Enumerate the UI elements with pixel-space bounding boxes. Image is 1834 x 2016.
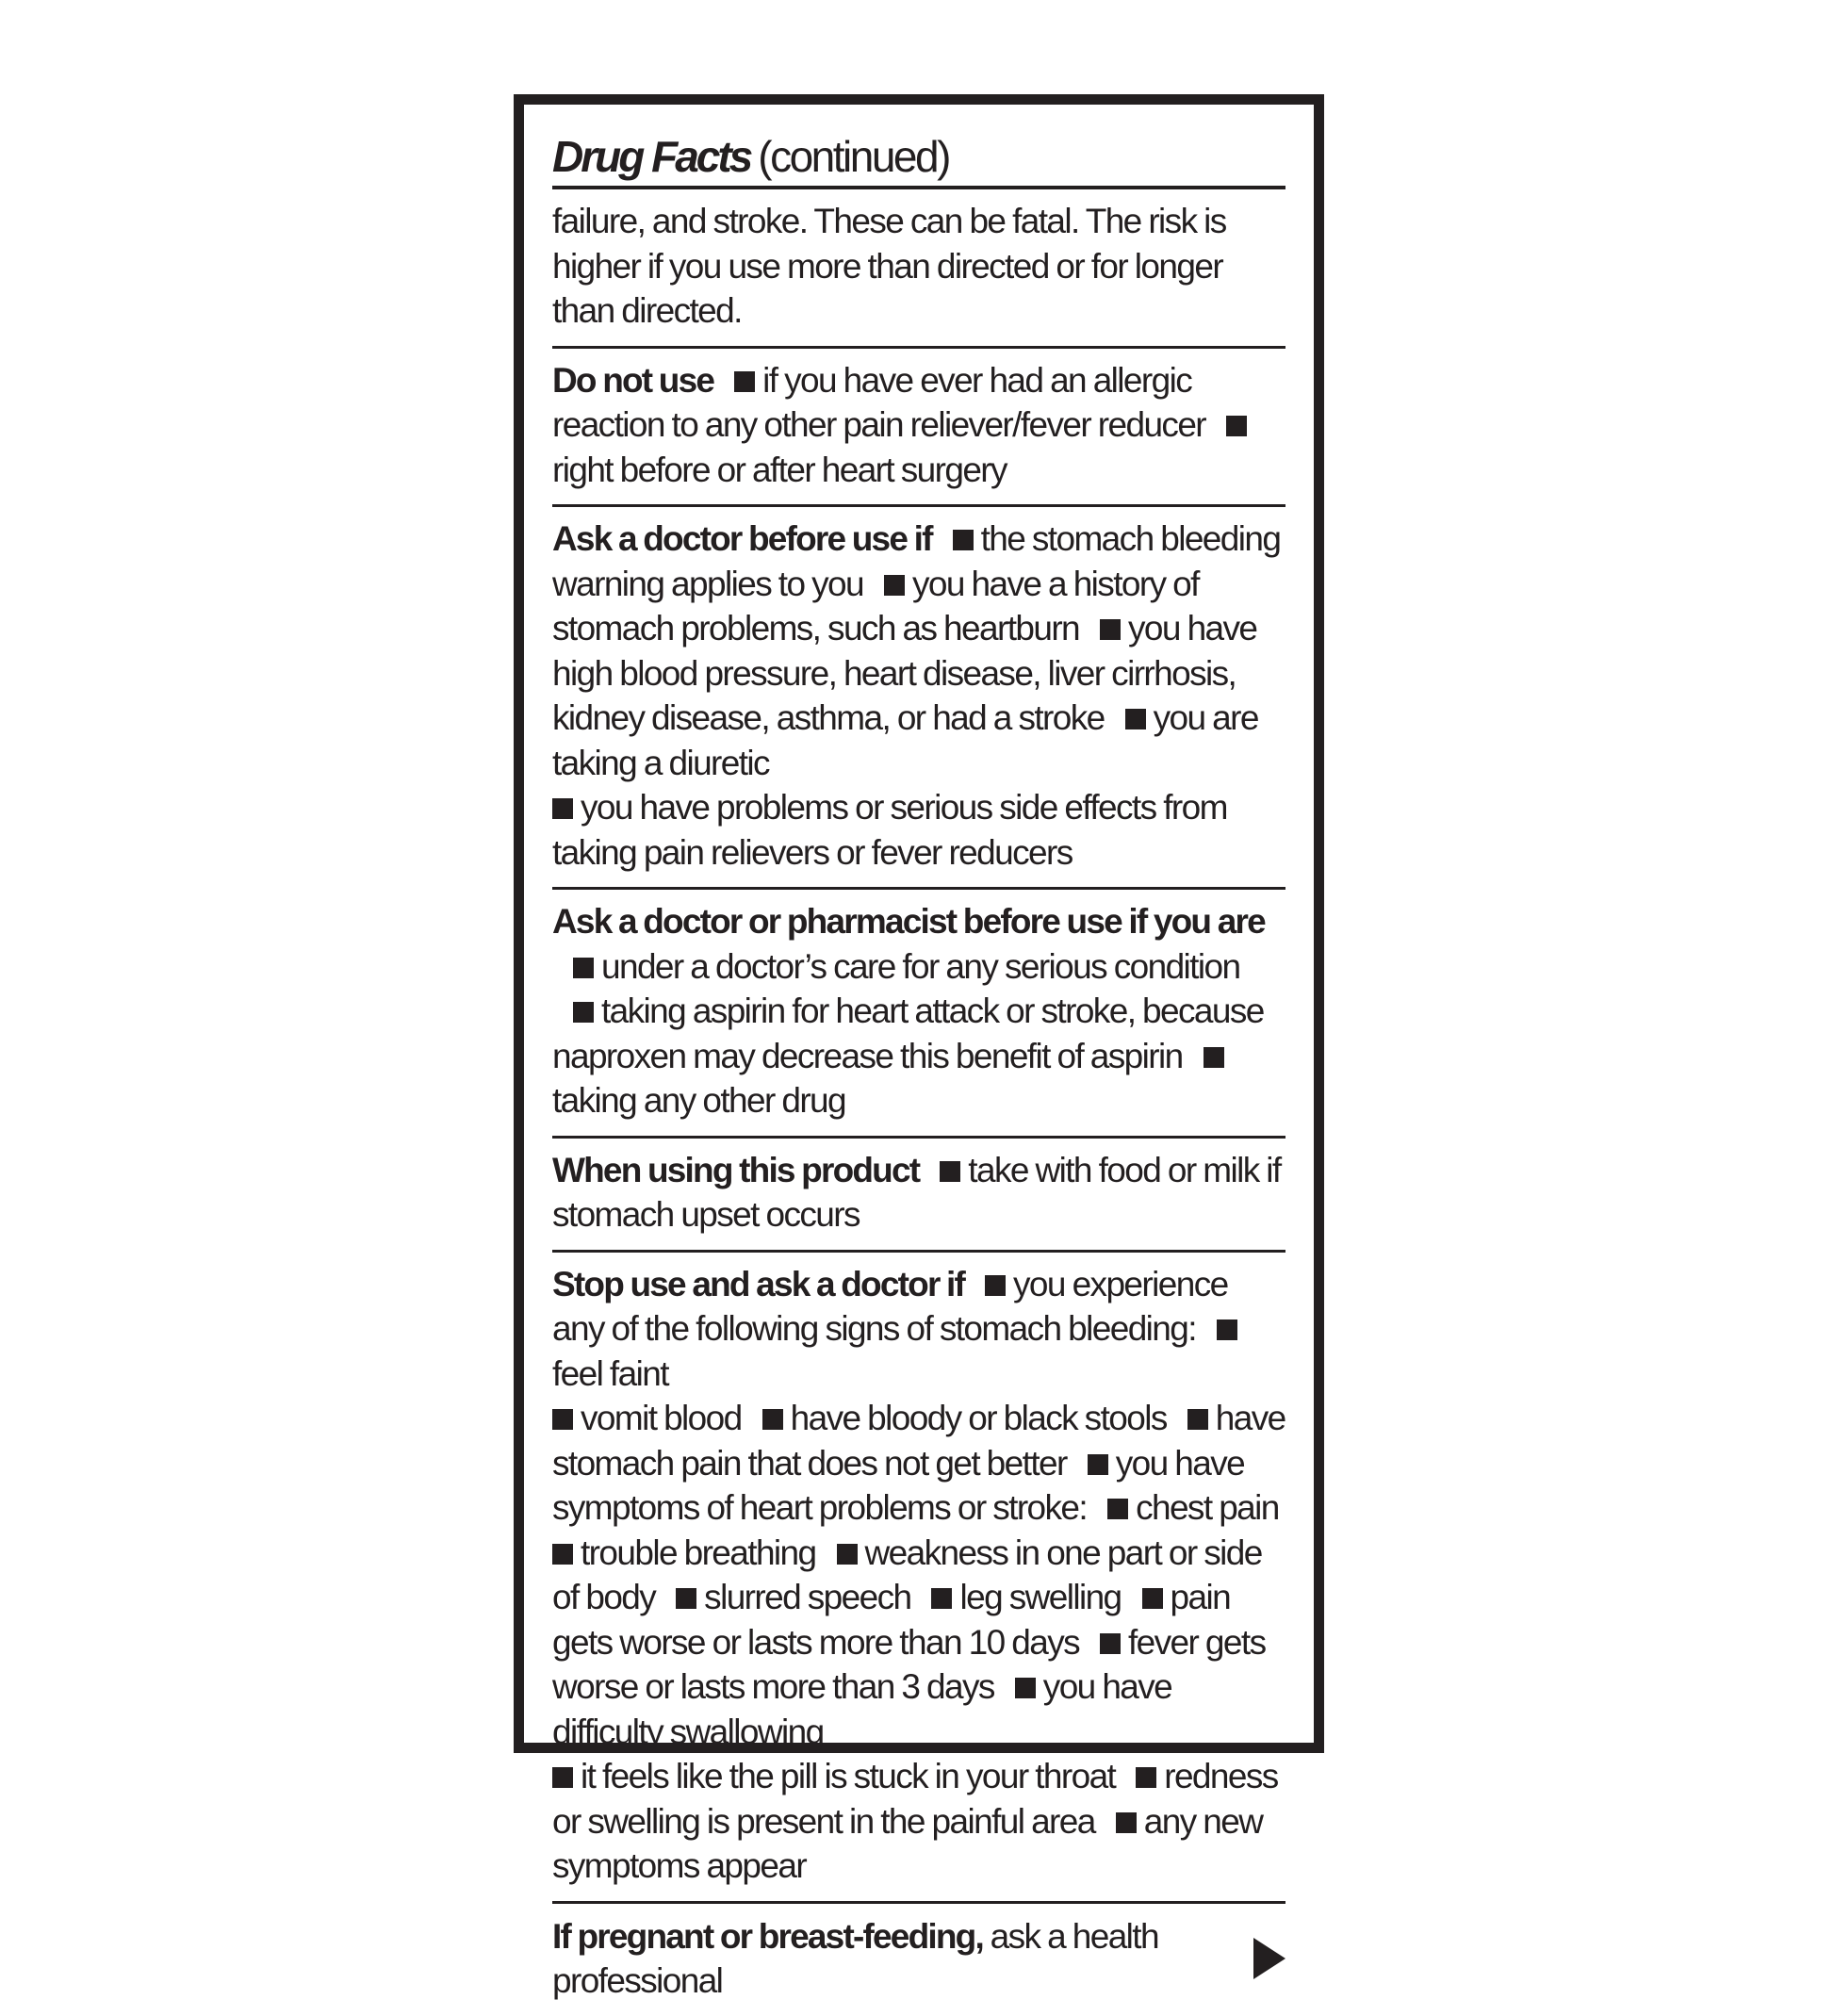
- square-bullet-icon: [552, 1544, 573, 1565]
- section-heading: Ask a doctor before use if: [552, 519, 932, 558]
- square-bullet-icon: [940, 1161, 960, 1182]
- pregnant-text: ask a health professional: [552, 1916, 1158, 2000]
- square-bullet-icon: [1187, 1409, 1208, 1430]
- list-item: any new symptoms appear: [552, 1801, 1263, 1885]
- square-bullet-icon: [676, 1588, 696, 1609]
- section-heading: If pregnant or breast-feeding,: [552, 1916, 983, 1956]
- square-bullet-icon: [552, 798, 573, 819]
- list-item: take with food or milk if stomach upset occurs: [552, 1150, 1281, 1234]
- list-item: it feels like the pill is stuck in your throat: [581, 1757, 1116, 1795]
- list-item: if you have ever had an allergic reaction to any other pain reliever/fever reducer: [552, 360, 1206, 444]
- square-bullet-icon: [1136, 1767, 1156, 1788]
- drug-facts-title: Drug Facts: [552, 132, 751, 181]
- stop-use-section: [552, 1253, 1285, 1904]
- square-bullet-icon: [1226, 416, 1247, 436]
- list-item: you have problems or serious side effects from taking pain relievers or fever reducers: [552, 788, 1227, 872]
- square-bullet-icon: [1107, 1499, 1128, 1519]
- list-item: weakness in one part or side of body: [552, 1532, 1262, 1616]
- list-item: chest pain: [1136, 1488, 1279, 1527]
- list-item: right before or after heart surgery: [552, 450, 1007, 489]
- square-bullet-icon: [931, 1588, 952, 1609]
- square-bullet-icon: [1100, 619, 1121, 640]
- section-heading: When using this product: [552, 1150, 920, 1189]
- drug-facts-content: [552, 114, 1285, 2000]
- list-item: feel faint: [552, 1353, 668, 1393]
- list-item: redness or swelling is present in the painful area: [552, 1757, 1278, 1841]
- list-item: you have a history of stomach problems, such as heartburn: [552, 564, 1199, 647]
- ask-pharmacist-section: [552, 890, 1285, 1139]
- list-item: taking any other drug: [552, 1081, 846, 1120]
- square-bullet-icon: [1125, 709, 1146, 729]
- do-not-use-section: [552, 349, 1285, 508]
- list-item: leg swelling: [959, 1578, 1122, 1616]
- list-item: have stomach pain that does not get better: [552, 1399, 1285, 1483]
- pregnant-line: [552, 1914, 1242, 2004]
- square-bullet-icon: [1088, 1454, 1108, 1475]
- drug-facts-panel: [514, 94, 1324, 2000]
- intro-text: failure, and stroke. These can be fatal. The risk is higher if you use more than directed or for longer than directed.: [552, 202, 1226, 330]
- drug-facts-header: [552, 114, 1285, 189]
- square-bullet-icon: [1217, 1319, 1237, 1340]
- list-item: you have difficulty swallowing: [552, 1667, 1172, 1751]
- square-bullet-icon: [1015, 1678, 1036, 1698]
- square-bullet-icon: [1116, 1812, 1137, 1833]
- intro-section: [552, 189, 1285, 349]
- square-bullet-icon: [734, 371, 755, 392]
- when-using-section: [552, 1139, 1285, 1253]
- square-bullet-icon: [953, 530, 974, 550]
- square-bullet-icon: [552, 1767, 573, 1788]
- list-item: fever gets worse or lasts more than 3 days: [552, 1622, 1266, 1706]
- list-item: you have high blood pressure, heart disease, liver cirrhosis, kidney disease, asthma, or had a stroke: [552, 609, 1257, 737]
- list-item: under a doctor’s care for any serious condition: [601, 946, 1240, 986]
- square-bullet-icon: [573, 1002, 594, 1023]
- list-item: pain gets worse or lasts more than 10 days: [552, 1578, 1231, 1662]
- square-bullet-icon: [1204, 1047, 1224, 1068]
- list-item: vomit blood: [581, 1399, 742, 1437]
- square-bullet-icon: [884, 575, 905, 596]
- square-bullet-icon: [762, 1409, 783, 1430]
- continued-label: (continued): [758, 132, 949, 181]
- list-item: you have symptoms of heart problems or stroke:: [552, 1443, 1245, 1527]
- square-bullet-icon: [837, 1544, 858, 1565]
- square-bullet-icon: [1142, 1588, 1163, 1609]
- section-heading: Stop use and ask a doctor if: [552, 1264, 965, 1303]
- square-bullet-icon: [1100, 1633, 1121, 1654]
- square-bullet-icon: [985, 1275, 1006, 1296]
- list-item: have bloody or black stools: [790, 1399, 1167, 1437]
- list-item: the stomach bleeding warning applies to you: [552, 519, 1281, 603]
- triangle-right-arrow-icon: [1253, 1938, 1285, 1979]
- list-item: slurred speech: [704, 1578, 911, 1616]
- ask-doctor-section: [552, 507, 1285, 890]
- list-item: you experience any of the following signs of stomach bleeding:: [552, 1264, 1228, 1348]
- list-item: you are taking a diuretic: [552, 698, 1258, 782]
- section-heading: Ask a doctor or pharmacist before use if you are: [552, 902, 1265, 941]
- pregnant-section: [552, 1904, 1285, 2016]
- section-heading: Do not use: [552, 360, 714, 400]
- list-item: trouble breathing: [581, 1532, 816, 1572]
- square-bullet-icon: [573, 958, 594, 978]
- square-bullet-icon: [552, 1409, 573, 1430]
- list-item: taking aspirin for heart attack or stroke, because naproxen may decrease this benefit of aspirin: [552, 992, 1264, 1075]
